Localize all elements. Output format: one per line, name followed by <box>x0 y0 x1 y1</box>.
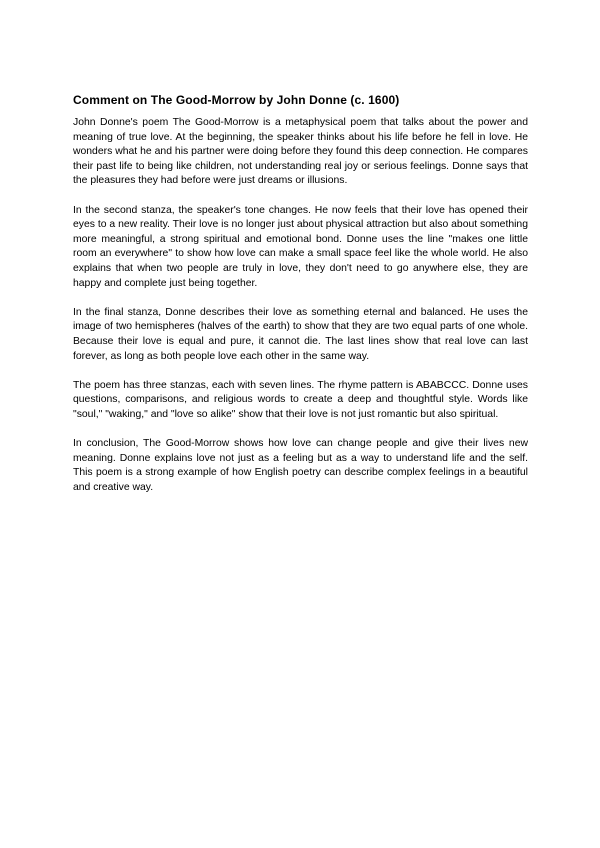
paragraph-introduction: John Donne's poem The Good-Morrow is a metaphysical poem that talks about the power and meaning of true love. At the beginning, the speaker thinks about his life before he fell in love. He wonders what he and his partner were doing before they found this deep connection. He compares their past life to being like children, not understanding real joy or serious feelings. Donne says that the pleasures they had before were just dreams or illusions. <box>73 117 528 187</box>
paragraph-second-stanza: In the second stanza, the speaker's tone changes. He now feels that their love has opened their eyes to a new reality. Their love is no longer just about physical attraction but also about something more meaningful, a strong spiritual and emotional bond. Donne uses the line "makes one little room an everywhere" to show how love can make a small space feel like the whole world. He also explains that when two people are truly in love, they don't need to go anywhere else, they are happy and complete just being together. <box>73 204 528 289</box>
paragraph-conclusion: In conclusion, The Good-Morrow shows how love can change people and give their lives new meaning. Donne explains love not just as a feeling but as a way to understand life and the self. This poem is a strong example of how English poetry can describe complex feelings in a beautiful and creative way. <box>73 438 528 493</box>
document-page <box>73 92 528 510</box>
paragraph-structure: The poem has three stanzas, each with seven lines. The rhyme pattern is ABABCCC. Donne uses questions, comparisons, and religious words to create a deep and thoughtful style. Words like "soul," "waking," and "love so alike" show that their love is not just romantic but also spiritual. <box>73 379 528 420</box>
document-title: Comment on The Good-Morrow by John Donne (c. 1600) <box>73 93 400 107</box>
paragraph-final-stanza: In the final stanza, Donne describes their love as something eternal and balanced. He uses the image of two hemispheres (halves of the earth) to show that they are two equal parts of one whole. Because their love is equal and pure, it cannot die. The last lines show that real love can last forever, as long as both people love each other in the same way. <box>73 306 528 362</box>
